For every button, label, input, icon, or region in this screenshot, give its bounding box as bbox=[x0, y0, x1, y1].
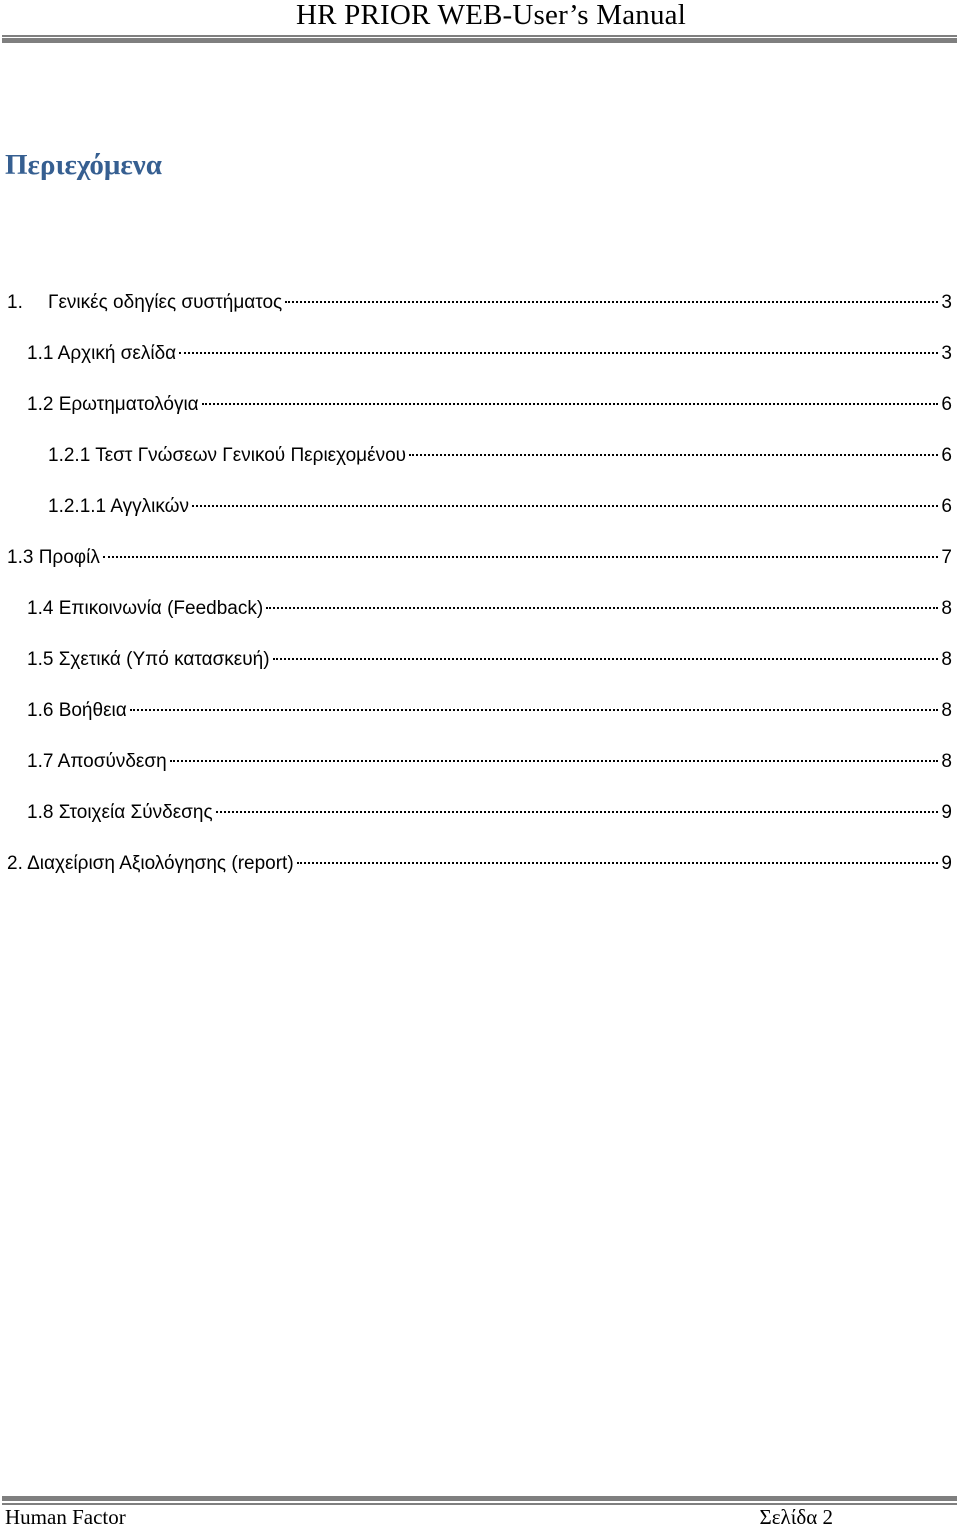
toc-dot-leader bbox=[170, 760, 939, 762]
toc-entry-english[interactable] bbox=[48, 494, 952, 520]
toc-dot-leader bbox=[273, 658, 939, 660]
toc-entry-label: Γενικές οδηγίες συστήματος bbox=[48, 292, 283, 313]
toc-entry-label: 1.2.1.1 Αγγλικών bbox=[48, 496, 189, 517]
toc-entry-evaluation-management[interactable] bbox=[7, 851, 952, 877]
toc-entry-feedback[interactable] bbox=[27, 596, 952, 622]
toc-dot-leader bbox=[192, 505, 938, 507]
toc-dot-leader bbox=[103, 556, 939, 558]
toc-dot-leader bbox=[285, 301, 938, 303]
toc-entry-label: 1.3 Προφίλ bbox=[7, 547, 100, 568]
toc-entry-label: 1.6 Βοήθεια bbox=[27, 700, 127, 721]
toc-dot-leader bbox=[216, 811, 939, 813]
toc-entry-page: 3 bbox=[941, 292, 952, 313]
header-rule-thick bbox=[2, 38, 957, 43]
toc-entry-page: 8 bbox=[941, 700, 952, 721]
toc-entry-label: 1.5 Σχετικά (Υπό κατασκευή) bbox=[27, 649, 270, 670]
header-rule-thin bbox=[2, 35, 957, 37]
toc-heading: Περιεχόμενα bbox=[5, 149, 162, 181]
toc-entry-general-instructions[interactable] bbox=[7, 290, 952, 316]
toc-entry-page: 6 bbox=[941, 445, 952, 466]
toc-entry-label: 1.2.1 Τεστ Γνώσεων Γενικού Περιεχομένου bbox=[48, 445, 407, 466]
toc-entry-page: 9 bbox=[941, 802, 952, 823]
toc-entry-login-details[interactable] bbox=[27, 800, 952, 826]
toc-dot-leader bbox=[409, 454, 938, 456]
toc-entry-page: 7 bbox=[941, 547, 952, 568]
toc-dot-leader bbox=[297, 862, 939, 864]
toc-entry-label: 1.1 Αρχική σελίδα bbox=[27, 343, 177, 364]
footer-rule-thick bbox=[2, 1496, 957, 1501]
toc-entry-questionnaires[interactable] bbox=[27, 392, 952, 418]
footer-company: Human Factor bbox=[5, 1505, 126, 1529]
toc-entry-page: 8 bbox=[941, 649, 952, 670]
toc-entry-page: 6 bbox=[941, 394, 952, 415]
toc-entry-home-page[interactable] bbox=[27, 341, 952, 367]
toc-entry-page: 8 bbox=[941, 598, 952, 619]
toc-entry-page: 9 bbox=[941, 853, 952, 874]
toc-dot-leader bbox=[266, 607, 938, 609]
toc-entry-general-knowledge-test[interactable] bbox=[48, 443, 952, 469]
toc-dot-leader bbox=[130, 709, 939, 711]
toc-entry-label: 1.4 Επικοινωνία (Feedback) bbox=[27, 598, 264, 619]
toc-entry-logout[interactable] bbox=[27, 749, 952, 775]
toc-entry-page: 3 bbox=[941, 343, 952, 364]
footer-page-number: Σελίδα 2 bbox=[759, 1505, 833, 1529]
toc-entry-page: 6 bbox=[941, 496, 952, 517]
toc-entry-label: 1.2 Ερωτηματολόγια bbox=[27, 394, 199, 415]
toc-dot-leader bbox=[179, 352, 938, 354]
document-header-title: HR PRIOR WEB-User’s Manual bbox=[296, 0, 686, 31]
header-rule bbox=[2, 35, 957, 43]
toc-entry-help[interactable] bbox=[27, 698, 952, 724]
toc-entry-label: 2. Διαχείριση Αξιολόγησης (report) bbox=[7, 853, 294, 874]
toc-entry-label: 1.7 Αποσύνδεση bbox=[27, 751, 167, 772]
toc-entry-label: 1.8 Στοιχεία Σύνδεσης bbox=[27, 802, 213, 823]
toc-entry-page: 8 bbox=[941, 751, 952, 772]
toc-entry-about[interactable] bbox=[27, 647, 952, 673]
toc-entry-number: 1. bbox=[7, 292, 23, 313]
toc-dot-leader bbox=[202, 403, 939, 405]
toc-entry-profile[interactable] bbox=[7, 545, 952, 571]
